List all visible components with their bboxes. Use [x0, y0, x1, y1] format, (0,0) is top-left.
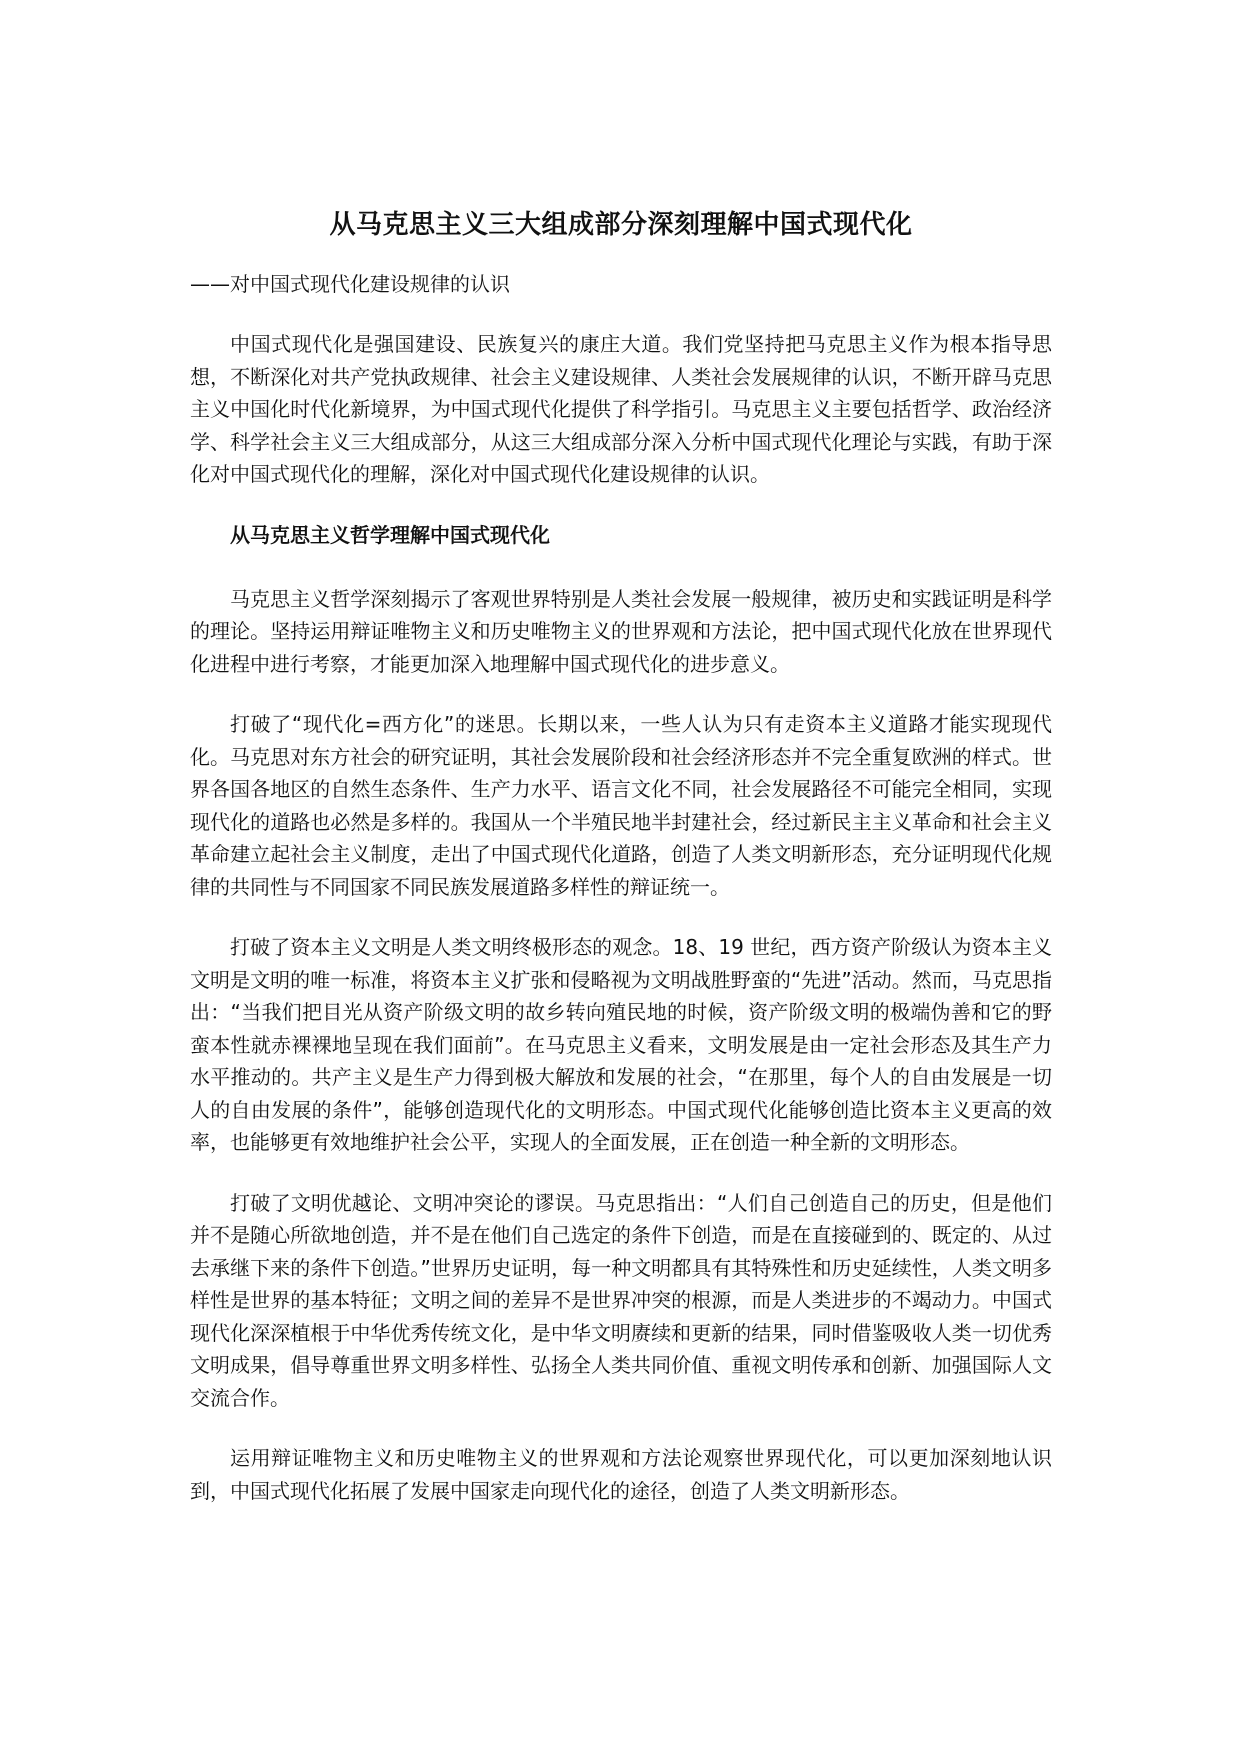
document-subtitle: ——对中国式现代化建设规律的认识 [190, 272, 510, 296]
document-title: 从马克思主义三大组成部分深刻理解中国式现代化 [329, 210, 913, 240]
section-paragraph-1: 马克思主义哲学深刻揭示了客观世界特别是人类社会发展一般规律，被历史和实践证明是科学的理论。坚持运用辩证唯物主义和历史唯物主义的世界观和方法论，把中国式现代化放在世界现代化进程中进行考察，才能更加深入地理解中国式现代化的进步意义。 [190, 586, 1052, 676]
section-paragraph-4: 打破了文明优越论、文明冲突论的谬误。马克思指出：“人们自己创造自己的历史，但是他们并不是随心所欲地创造，并不是在他们自己选定的条件下创造，而是在直接碰到的、既定的、从过去承继下来的条件下创造。”世界历史证明，每一种文明都具有其特殊性和历史延续性，人类文明多样性是世界的基本特征；文明之间的差异不是世界冲突的根源，而是人类进步的不竭动力。中国式现代化深深植根于中华优秀传统文化，是中华文明赓续和更新的结果，同时借鉴吸收人类一切优秀文明成果，倡导尊重世界文明多样性、弘扬全人类共同价值、重视文明传承和创新、加强国际人文交流合作。 [190, 1190, 1052, 1410]
document-page [190, 206, 1052, 1535]
intro-paragraph: 中国式现代化是强国建设、民族复兴的康庄大道。我们党坚持把马克思主义作为根本指导思想，不断深化对共产党执政规律、社会主义建设规律、人类社会发展规律的认识，不断开辟马克思主义中国化时代化新境界，为中国式现代化提供了科学指引。马克思主义主要包括哲学、政治经济学、科学社会主义三大组成部分，从这三大组成部分深入分析中国式现代化理论与实践，有助于深化对中国式现代化的理解，深化对中国式现代化建设规律的认识。 [190, 332, 1052, 486]
section-paragraph-5: 运用辩证唯物主义和历史唯物主义的世界观和方法论观察世界现代化，可以更加深刻地认识到，中国式现代化拓展了发展中国家走向现代化的途径，创造了人类文明新形态。 [190, 1446, 1052, 1503]
section-paragraph-3: 打破了资本主义文明是人类文明终极形态的观念。18、19 世纪，西方资产阶级认为资本主义文明是文明的唯一标准，将资本主义扩张和侵略视为文明战胜野蛮的“先进”活动。然而，马克思指出：“当我们把目光从资产阶级文明的故乡转向殖民地的时候，资产阶级文明的极端伪善和它的野蛮本性就赤裸裸地呈现在我们面前”。在马克思主义看来，文明发展是由一定社会形态及其生产力水平推动的。共产主义是生产力得到极大解放和发展的社会，“在那里，每个人的自由发展是一切人的自由发展的条件”，能够创造现代化的文明形态。中国式现代化能够创造比资本主义更高的效率，也能够更有效地维护社会公平，实现人的全面发展，正在创造一种全新的文明形态。 [190, 935, 1052, 1154]
section-paragraph-2: 打破了“现代化=西方化”的迷思。长期以来，一些人认为只有走资本主义道路才能实现现代化。马克思对东方社会的研究证明，其社会发展阶段和社会经济形态并不完全重复欧洲的样式。世界各国各地区的自然生态条件、生产力水平、语言文化不同，社会发展路径不可能完全相同，实现现代化的道路也必然是多样的。我国从一个半殖民地半封建社会，经过新民主主义革命和社会主义革命建立起社会主义制度，走出了中国式现代化道路，创造了人类文明新形态，充分证明现代化规律的共同性与不同国家不同民族发展道路多样性的辩证统一。 [190, 712, 1052, 899]
section-heading: 从马克思主义哲学理解中国式现代化 [230, 522, 550, 547]
